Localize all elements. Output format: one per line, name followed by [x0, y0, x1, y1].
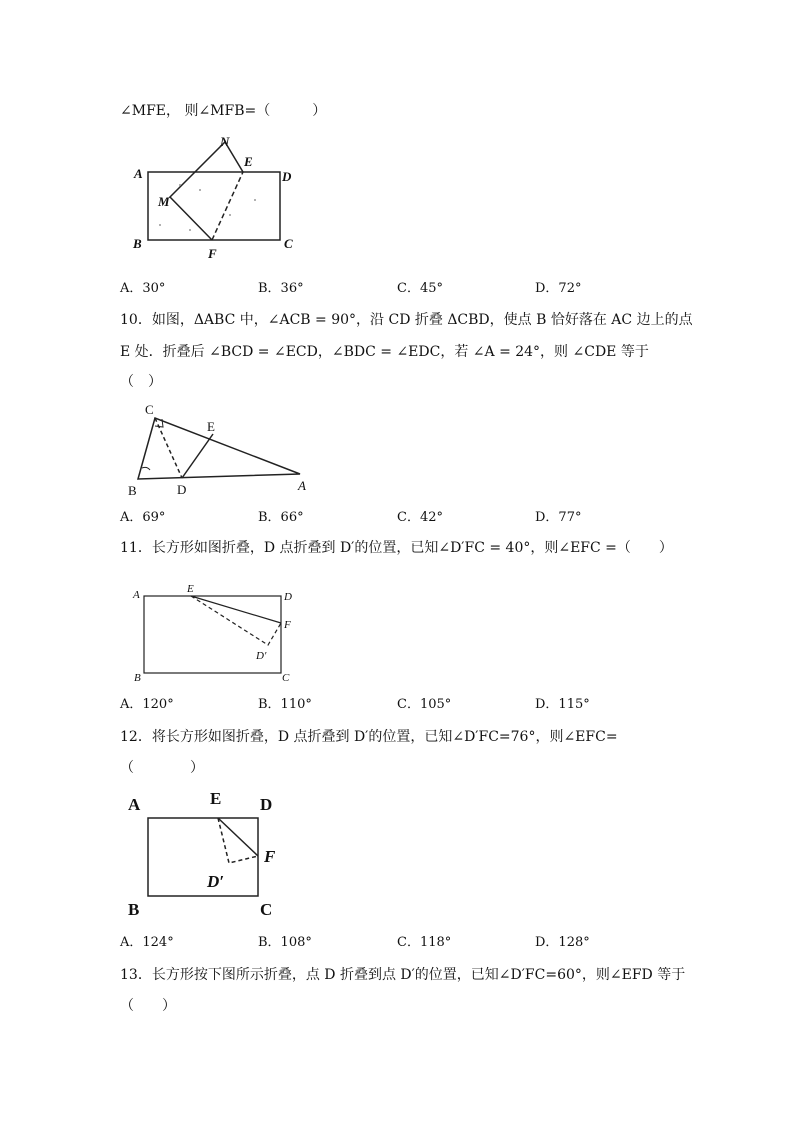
q10-label-B: B — [128, 483, 137, 498]
q11-label-A: A — [133, 589, 140, 601]
q11-line1: 11．长方形如图折叠，D 点折叠到 D′的位置，已知∠D′FC = 40°，则∠EFC =（ ） — [120, 540, 673, 556]
q12-option-d[interactable]: D．128° — [535, 935, 590, 950]
q12-label-F: F — [264, 847, 276, 866]
q12-label-D: D — [260, 795, 273, 814]
q11-label-B: B — [134, 672, 141, 684]
q9-text: ∠MFE， 则∠MFB=（ ） — [120, 103, 327, 119]
q11-option-a[interactable]: A．120° — [120, 697, 174, 712]
q11-option-c[interactable]: C．105° — [397, 697, 452, 712]
q13-line1: 13．长方形按下图所示折叠，点 D 折叠到点 D′的位置，已知∠D′FC=60°，则∠EFD 等于 — [120, 967, 686, 983]
q9-label-D: D — [282, 169, 292, 184]
q10-label-A: A — [298, 478, 306, 493]
q10-option-d[interactable]: D．77° — [535, 510, 582, 525]
q10-option-c[interactable]: C．42° — [397, 510, 443, 525]
q9-option-c[interactable]: C．45° — [397, 281, 443, 296]
q13-line2: （ ） — [120, 998, 176, 1014]
q12-label-E: E — [210, 789, 222, 808]
q12-label-A: A — [128, 795, 141, 814]
q10-line2: E 处．折叠后 ∠BCD = ∠ECD，∠BDC = ∠EDC，若 ∠A = 24°，则 ∠CDE 等于 — [120, 344, 649, 360]
q11-label-E: E — [187, 583, 194, 595]
q10-label-E: E — [207, 419, 215, 434]
q10-line3: （ ） — [120, 374, 162, 390]
q12-option-c[interactable]: C．118° — [397, 935, 452, 950]
q11-option-d[interactable]: D．115° — [535, 697, 590, 712]
q11-label-F: F — [284, 619, 291, 631]
q11-label-Dp: D′ — [256, 650, 267, 662]
q9-label-M: M — [158, 194, 170, 209]
q10-option-b[interactable]: B．66° — [258, 510, 304, 525]
q9-option-a[interactable]: A．30° — [120, 281, 166, 296]
q12-option-a[interactable]: A．124° — [120, 935, 174, 950]
q12-line2: （ ） — [120, 760, 204, 776]
q12-line1: 12．将长方形如图折叠，D 点折叠到 D′的位置，已知∠D′FC=76°，则∠EFC= — [120, 729, 618, 745]
q10-label-D: D — [177, 482, 187, 497]
q10-option-a[interactable]: A．69° — [120, 510, 166, 525]
q12-label-C: C — [260, 900, 273, 919]
q11-label-D: D — [284, 591, 292, 603]
q12-label-B: B — [128, 900, 140, 919]
q9-label-F: F — [208, 246, 217, 261]
q9-label-E: E — [244, 154, 253, 169]
q12-option-b[interactable]: B．108° — [258, 935, 312, 950]
q9-label-N: N — [220, 134, 230, 149]
q10-label-C: C — [145, 402, 154, 417]
q9-label-C: C — [284, 236, 293, 251]
q12-label-Dp: D′ — [207, 872, 225, 891]
q11-label-C: C — [282, 672, 290, 684]
q9-option-b[interactable]: B．36° — [258, 281, 304, 296]
q9-label-B: B — [133, 236, 142, 251]
q9-label-A: A — [134, 166, 143, 181]
q10-line1: 10．如图，ΔABC 中，∠ACB = 90°，沿 CD 折叠 ΔCBD，使点 B 恰好落在 AC 边上的点 — [120, 312, 693, 328]
q11-option-b[interactable]: B．110° — [258, 697, 312, 712]
q9-option-d[interactable]: D．72° — [535, 281, 582, 296]
